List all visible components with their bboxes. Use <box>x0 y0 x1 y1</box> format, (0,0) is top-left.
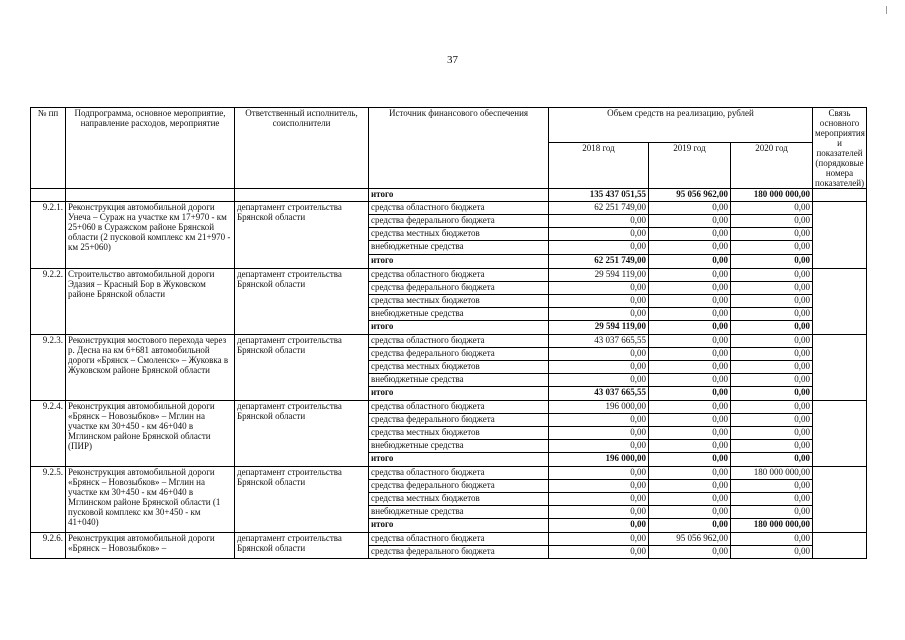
indicator-link <box>813 202 867 269</box>
amount-2018: 29 594 119,00 <box>549 321 649 335</box>
header-link: Связь основного мероприятия и показателей (порядковые номера показателей) <box>813 108 867 189</box>
table-row <box>31 202 867 215</box>
amount-2018: 0,00 <box>549 215 649 228</box>
measure-name: Строительство автомобильной дороги Эдазия – Красный Бор в Жуковском районе Брянской области <box>66 269 235 335</box>
source-label: средства федерального бюджета <box>369 414 549 427</box>
amount-2018: 0,00 <box>549 440 649 453</box>
amount-2020: 0,00 <box>731 440 813 453</box>
amount-2018: 0,00 <box>549 241 649 255</box>
source-label: средства областного бюджета <box>369 401 549 414</box>
source-label: средства областного бюджета <box>369 467 549 480</box>
amount-2019: 0,00 <box>649 215 731 228</box>
amount-2020: 180 000 000,00 <box>731 519 813 533</box>
table-row <box>31 269 867 282</box>
amount-2018: 196 000,00 <box>549 453 649 467</box>
measure-executor: департамент строительства Брянской области <box>235 202 369 269</box>
amount-2018: 62 251 749,00 <box>549 255 649 269</box>
header-executor: Ответственный исполнитель, соисполнители <box>235 108 369 189</box>
header-year-2018: 2018 год <box>549 142 649 188</box>
amount-2019: 0,00 <box>649 493 731 506</box>
amount-2020: 0,00 <box>731 295 813 308</box>
measure-executor: департамент строительства Брянской области <box>235 401 369 467</box>
budget-table <box>30 107 867 559</box>
amount-2020: 0,00 <box>731 282 813 295</box>
amount-2020: 0,00 <box>731 374 813 387</box>
amount-2019: 0,00 <box>649 335 731 348</box>
amount-2019: 0,00 <box>649 440 731 453</box>
amount-2018: 0,00 <box>549 467 649 480</box>
indicator-link <box>813 335 867 401</box>
amount-2018: 0,00 <box>549 348 649 361</box>
amount-2020: 0,00 <box>731 255 813 269</box>
amount-2018: 0,00 <box>549 414 649 427</box>
header-program: Подпрограмма, основное мероприятие, направление расходов, мероприятие <box>66 108 235 189</box>
source-label: средства местных бюджетов <box>369 361 549 374</box>
amount-2019: 0,00 <box>649 453 731 467</box>
amount-2019: 95 056 962,00 <box>649 533 731 546</box>
amount-2020: 0,00 <box>731 241 813 255</box>
row-number: 9.2.1. <box>31 202 66 269</box>
page-number: 37 <box>447 54 458 66</box>
amount-2019: 0,00 <box>649 414 731 427</box>
amount-2020: 0,00 <box>731 453 813 467</box>
amount-2020: 0,00 <box>731 308 813 321</box>
source-label: итого <box>369 387 549 401</box>
amount-2019: 0,00 <box>649 321 731 335</box>
amount-2018: 0,00 <box>549 506 649 519</box>
row-number: 9.2.6. <box>31 533 66 559</box>
amount-2019: 0,00 <box>649 269 731 282</box>
amount-2019: 0,00 <box>649 282 731 295</box>
amount-2020: 0,00 <box>731 546 813 559</box>
amount-2020: 0,00 <box>731 269 813 282</box>
total-2019: 95 056 962,00 <box>649 189 731 202</box>
amount-2018: 43 037 665,55 <box>549 387 649 401</box>
amount-2018: 0,00 <box>549 361 649 374</box>
scan-edge-mark <box>886 6 887 14</box>
header-year-2019: 2019 год <box>649 142 731 188</box>
amount-2020: 0,00 <box>731 335 813 348</box>
amount-2019: 0,00 <box>649 241 731 255</box>
row-number: 9.2.4. <box>31 401 66 467</box>
source-label: средства областного бюджета <box>369 269 549 282</box>
header-num: № пп <box>31 108 66 189</box>
total-row <box>31 189 867 202</box>
source-label: средства местных бюджетов <box>369 493 549 506</box>
row-number: 9.2.3. <box>31 335 66 401</box>
source-label: внебюджетные средства <box>369 308 549 321</box>
amount-2020: 0,00 <box>731 348 813 361</box>
amount-2019: 0,00 <box>649 519 731 533</box>
source-label: средства федерального бюджета <box>369 480 549 493</box>
amount-2019: 0,00 <box>649 374 731 387</box>
amount-2019: 0,00 <box>649 202 731 215</box>
source-label: внебюджетные средства <box>369 506 549 519</box>
measure-executor: департамент строительства Брянской области <box>235 467 369 533</box>
amount-2020: 0,00 <box>731 533 813 546</box>
measure-name: Реконструкция мостового перехода через р. Десна на км 6+681 автомобильной дороги «Брянск – Смоленск» – Жуковка в Жуковском районе Брянской области <box>66 335 235 401</box>
source-label: средства областного бюджета <box>369 202 549 215</box>
amount-2019: 0,00 <box>649 228 731 241</box>
amount-2018: 0,00 <box>549 493 649 506</box>
table-row <box>31 401 867 414</box>
amount-2018: 0,00 <box>549 228 649 241</box>
row-number: 9.2.2. <box>31 269 66 335</box>
total-2018: 135 437 051,55 <box>549 189 649 202</box>
cell-empty <box>235 189 369 202</box>
amount-2020: 0,00 <box>731 493 813 506</box>
indicator-link <box>813 467 867 533</box>
amount-2019: 0,00 <box>649 480 731 493</box>
source-label: итого <box>369 321 549 335</box>
amount-2020: 180 000 000,00 <box>731 467 813 480</box>
table-row <box>31 467 867 480</box>
cell-empty <box>31 189 66 202</box>
row-number: 9.2.5. <box>31 467 66 533</box>
measure-executor: департамент строительства Брянской области <box>235 269 369 335</box>
table-body <box>31 189 867 559</box>
source-label: средства областного бюджета <box>369 335 549 348</box>
source-label: средства областного бюджета <box>369 533 549 546</box>
amount-2018: 0,00 <box>549 546 649 559</box>
amount-2019: 0,00 <box>649 361 731 374</box>
amount-2019: 0,00 <box>649 387 731 401</box>
amount-2019: 0,00 <box>649 295 731 308</box>
measure-executor: департамент строительства Брянской области <box>235 533 369 559</box>
total-2020: 180 000 000,00 <box>731 189 813 202</box>
amount-2018: 0,00 <box>549 427 649 440</box>
measure-name: Реконструкция автомобильной дороги «Брянск – Новозыбков» – Мглин на участке км 30+450 - км 46+040 в Мглинском районе Брянской области (ПИР) <box>66 401 235 467</box>
header-source: Источник финансового обеспечения <box>369 108 549 189</box>
cell-empty <box>813 189 867 202</box>
source-label: итого <box>369 453 549 467</box>
amount-2020: 0,00 <box>731 414 813 427</box>
table-row <box>31 533 867 546</box>
amount-2018: 0,00 <box>549 295 649 308</box>
amount-2018: 0,00 <box>549 282 649 295</box>
amount-2020: 0,00 <box>731 387 813 401</box>
source-label: итого <box>369 255 549 269</box>
amount-2019: 0,00 <box>649 308 731 321</box>
source-label: внебюджетные средства <box>369 440 549 453</box>
cell-empty <box>66 189 235 202</box>
source-label: средства местных бюджетов <box>369 295 549 308</box>
amount-2020: 0,00 <box>731 321 813 335</box>
indicator-link <box>813 269 867 335</box>
amount-2019: 0,00 <box>649 467 731 480</box>
measure-name: Реконструкция автомобильной дороги «Брянск – Новозыбков» – Мглин на участке км 30+450 - км 46+040 в Мглинском районе Брянской области (1 пусковой комплекс км 30+450 - км 41+040) <box>66 467 235 533</box>
amount-2018: 0,00 <box>549 374 649 387</box>
amount-2019: 0,00 <box>649 401 731 414</box>
amount-2020: 0,00 <box>731 215 813 228</box>
amount-2018: 0,00 <box>549 533 649 546</box>
amount-2020: 0,00 <box>731 202 813 215</box>
amount-2019: 0,00 <box>649 255 731 269</box>
measure-executor: департамент строительства Брянской области <box>235 335 369 401</box>
amount-2018: 62 251 749,00 <box>549 202 649 215</box>
total-label: итого <box>369 189 549 202</box>
table-row <box>31 335 867 348</box>
header-volume: Объем средств на реализацию, рублей <box>549 108 813 143</box>
amount-2020: 0,00 <box>731 401 813 414</box>
amount-2020: 0,00 <box>731 506 813 519</box>
amount-2018: 43 037 665,55 <box>549 335 649 348</box>
source-label: средства местных бюджетов <box>369 228 549 241</box>
amount-2018: 0,00 <box>549 480 649 493</box>
table-header <box>31 108 867 189</box>
source-label: внебюджетные средства <box>369 374 549 387</box>
amount-2020: 0,00 <box>731 480 813 493</box>
source-label: средства федерального бюджета <box>369 215 549 228</box>
header-year-2020: 2020 год <box>731 142 813 188</box>
amount-2020: 0,00 <box>731 427 813 440</box>
source-label: средства федерального бюджета <box>369 282 549 295</box>
measure-name: Реконструкция автомобильной дороги «Брянск – Новозыбков» – <box>66 533 235 559</box>
amount-2019: 0,00 <box>649 546 731 559</box>
source-label: внебюджетные средства <box>369 241 549 255</box>
amount-2018: 196 000,00 <box>549 401 649 414</box>
source-label: средства федерального бюджета <box>369 546 549 559</box>
amount-2019: 0,00 <box>649 506 731 519</box>
source-label: средства федерального бюджета <box>369 348 549 361</box>
indicator-link <box>813 401 867 467</box>
amount-2020: 0,00 <box>731 228 813 241</box>
amount-2019: 0,00 <box>649 348 731 361</box>
amount-2018: 0,00 <box>549 308 649 321</box>
source-label: итого <box>369 519 549 533</box>
amount-2018: 0,00 <box>549 519 649 533</box>
measure-name: Реконструкция автомобильной дороги Унеча – Сураж на участке км 17+970 - км 25+060 в Суражском районе Брянской области (2 пусковой комплекс км 21+970 - км 25+060) <box>66 202 235 269</box>
indicator-link <box>813 533 867 559</box>
amount-2020: 0,00 <box>731 361 813 374</box>
amount-2019: 0,00 <box>649 427 731 440</box>
source-label: средства местных бюджетов <box>369 427 549 440</box>
amount-2018: 29 594 119,00 <box>549 269 649 282</box>
